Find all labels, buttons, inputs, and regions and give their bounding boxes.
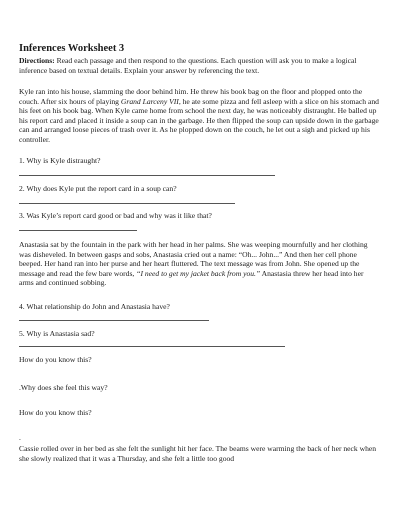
passage-anastasia-text-2: Anastasia threw her head into her arms and continued sobbing. xyxy=(19,268,364,288)
passage-kyle-text-1: Kyle ran into his house, slamming the door behind him. He threw his book bag on the floor and plopped onto the couch. After six hours of playing xyxy=(19,87,363,106)
answer-line-2[interactable] xyxy=(19,203,235,204)
passage-anastasia-quote: “I need to get my jacket back from you.” xyxy=(136,268,261,278)
question-5: 5. Why is Anastasia sad? xyxy=(19,329,95,338)
passage-anastasia-text-1: Anastasia sat by the fountain in the park with her head in her palms. She was weeping mournfully and her clothing was disheveled. In between gasps and sobs, Anastasia cried out a name: “Oh... John...” And then her cell phone beeped. Her hand ran into her purse and her heart fluttered. The text message was from John. She opened up the message and read the few bare words, xyxy=(19,240,368,278)
passage-kyle xyxy=(19,87,380,145)
question-2: 2. Why does Kyle put the report card in a soup can? xyxy=(19,184,177,193)
question-1: 1. Why is Kyle distraught? xyxy=(19,156,101,165)
follow-up-question-1: How do you know this? xyxy=(19,355,92,364)
follow-up-question-2: .Why does she feel this way? xyxy=(19,383,108,392)
worksheet-title: Inferences Worksheet 3 xyxy=(19,43,125,54)
passage-kyle-game-title: Grand Larceny VII xyxy=(120,96,179,106)
answer-line-3[interactable] xyxy=(19,230,137,231)
question-3: 3. Was Kyle’s report card good or bad and why was it like that? xyxy=(19,211,212,220)
directions-paragraph xyxy=(19,56,380,75)
answer-line-1[interactable] xyxy=(19,175,275,176)
directions-label: Directions: xyxy=(19,56,55,65)
follow-up-question-4: . xyxy=(19,433,21,442)
passage-cassie: Cassie rolled over in her bed as she felt the sunlight hit her face. The beams were warming the back of her neck when she slowly realized that it was a Thursday, and she felt a little too good xyxy=(19,444,377,463)
directions-text: Read each passage and then respond to the questions. Each question will ask you to make a logical inference based on textual details. Explain your answer by referencing the text. xyxy=(19,56,357,75)
follow-up-question-3: How do you know this? xyxy=(19,408,92,417)
answer-line-4[interactable] xyxy=(19,320,209,321)
passage-kyle-text-2: , he ate some pizza and fell asleep with a slice on his stomach and his feet on his book bag. When Kyle came home from school the next day, he was noticeably distraught. He balled up his report card and placed it inside a soup can in the garbage. He then flipped the soup can upside down in the garbage can and arranged loose pieces of trash over it. As he plopped down on the couch, he let out a sigh and picked up his controller. xyxy=(19,96,379,144)
question-4: 4. What relationship do John and Anastasia have? xyxy=(19,302,170,311)
passage-anastasia xyxy=(19,240,380,288)
answer-line-5[interactable] xyxy=(19,346,285,347)
